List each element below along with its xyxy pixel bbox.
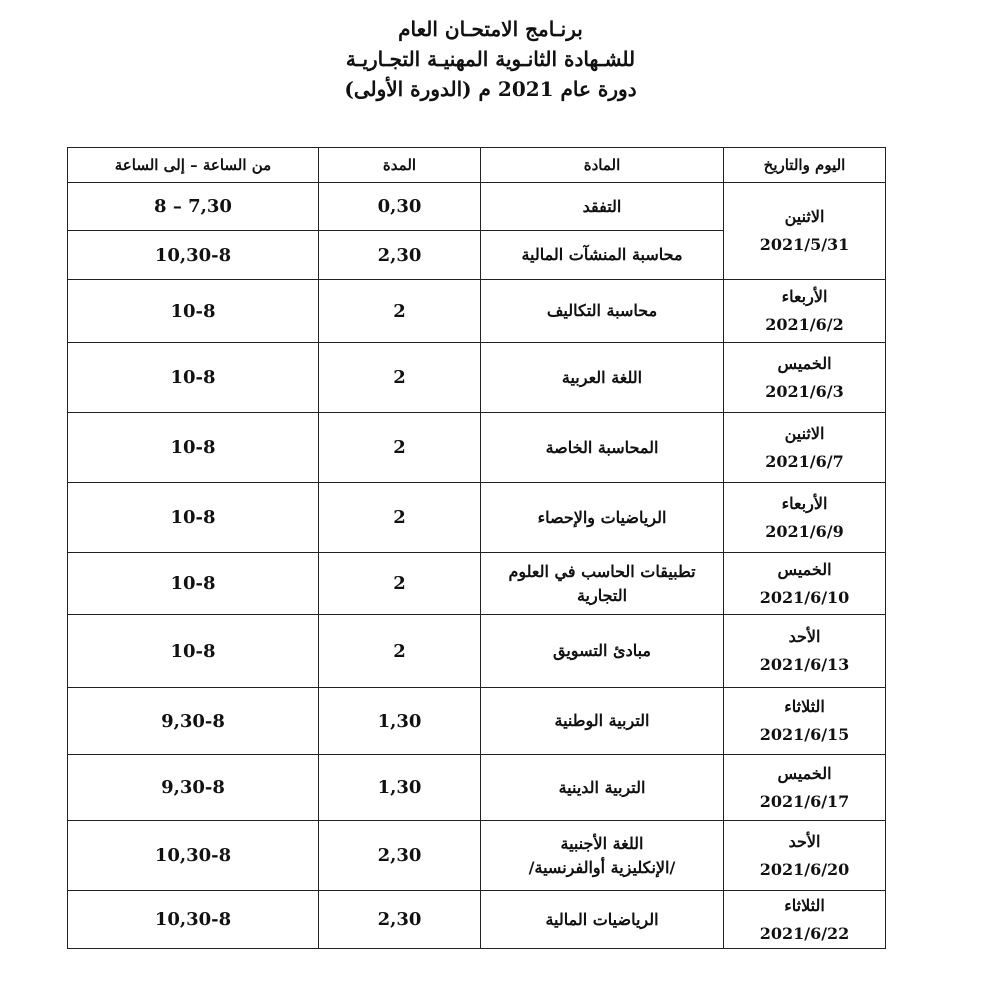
duration-cell: 2 — [319, 553, 481, 615]
day-cell — [724, 821, 886, 891]
exam-date: 2021/6/10 — [759, 587, 850, 607]
duration-cell: 2,30 — [319, 891, 481, 949]
day-name: الثلاثاء — [784, 697, 825, 716]
subtitle-line: للشـهادة الثانـوية المهنيـة التجـاريـة — [345, 47, 636, 71]
table-row — [68, 615, 886, 688]
duration-cell: 1,30 — [319, 755, 481, 821]
duration-cell: 2 — [319, 280, 481, 343]
subject-cell: التربية الوطنية — [481, 688, 724, 755]
duration-cell: 0,30 — [319, 183, 481, 231]
header-duration: المدة — [319, 148, 481, 183]
time-cell: 8 – 7,30 — [68, 183, 319, 231]
day-name: الاثنين — [784, 207, 825, 226]
day-name: الأحد — [788, 627, 821, 646]
exam-date: 2021/6/22 — [759, 923, 850, 943]
day-name: الأربعاء — [781, 287, 828, 306]
day-cell — [724, 183, 886, 280]
exam-date: 2021/6/15 — [759, 725, 850, 744]
duration-cell: 2 — [319, 343, 481, 413]
time-cell: 9,30-8 — [68, 755, 319, 821]
exam-schedule-table — [67, 147, 886, 949]
day-cell — [724, 413, 886, 483]
exam-date: 2021/6/3 — [765, 381, 844, 401]
document-title — [0, 14, 981, 104]
day-name: الاثنين — [784, 423, 825, 443]
exam-date: 2021/6/9 — [765, 521, 844, 541]
subject-cell: التربية الدينية — [481, 755, 724, 821]
day-cell — [724, 280, 886, 343]
day-name: الخميس — [777, 763, 832, 783]
day-name: الثلاثاء — [784, 895, 825, 915]
duration-cell: 2,30 — [319, 231, 481, 280]
day-cell — [724, 891, 886, 949]
header-subject: المادة — [481, 148, 724, 183]
table-row — [68, 553, 886, 615]
day-cell — [724, 688, 886, 755]
duration-cell: 2 — [319, 615, 481, 688]
exam-date: 2021/5/31 — [759, 235, 850, 254]
session-line: دورة عام 2021 م (الدورة الأولى) — [344, 77, 637, 101]
day-name: الخميس — [777, 353, 832, 373]
subject-cell: تطبيقات الحاسب في العلوم التجارية — [481, 553, 724, 615]
day-cell — [724, 343, 886, 413]
time-cell: 10-8 — [68, 413, 319, 483]
time-cell: 10-8 — [68, 280, 319, 343]
subject-name: اللغة الأجنبية — [560, 833, 644, 853]
day-cell — [724, 755, 886, 821]
time-cell: 10-8 — [68, 343, 319, 413]
day-name: الأحد — [788, 831, 821, 851]
exam-date: 2021/6/17 — [759, 791, 850, 811]
exam-date: 2021/6/20 — [759, 859, 850, 879]
table-row — [68, 343, 886, 413]
subject-cell: التفقد — [481, 183, 724, 231]
table-row — [68, 183, 886, 231]
duration-cell: 2 — [319, 483, 481, 553]
day-cell — [724, 483, 886, 553]
day-cell — [724, 615, 886, 688]
day-name: الأربعاء — [781, 493, 828, 513]
subject-cell: اللغة العربية — [481, 343, 724, 413]
subject-cell — [481, 821, 724, 891]
table-row — [68, 413, 886, 483]
time-cell: 10,30-8 — [68, 821, 319, 891]
duration-cell: 1,30 — [319, 688, 481, 755]
day-name: الخميس — [777, 559, 832, 579]
duration-cell: 2,30 — [319, 821, 481, 891]
subject-cell: مبادئ التسويق — [481, 615, 724, 688]
time-cell: 10,30-8 — [68, 231, 319, 280]
time-cell: 10-8 — [68, 483, 319, 553]
table-header-row — [68, 148, 886, 183]
title-line: برنـامج الامتحـان العام — [398, 17, 583, 41]
header-time: من الساعة – إلى الساعة — [68, 148, 319, 183]
time-cell: 9,30-8 — [68, 688, 319, 755]
subject-note: /الإنكليزية أوالفرنسية/ — [528, 857, 676, 877]
table-row — [68, 483, 886, 553]
exam-date: 2021/6/7 — [765, 451, 844, 471]
subject-cell: محاسبة المنشآت المالية — [481, 231, 724, 280]
time-cell: 10-8 — [68, 553, 319, 615]
exam-date: 2021/6/13 — [759, 655, 850, 674]
subject-cell: الرياضيات والإحصاء — [481, 483, 724, 553]
time-cell: 10,30-8 — [68, 891, 319, 949]
time-cell: 10-8 — [68, 615, 319, 688]
table-row — [68, 891, 886, 949]
subject-cell: المحاسبة الخاصة — [481, 413, 724, 483]
header-day: اليوم والتاريخ — [724, 148, 886, 183]
table-row — [68, 280, 886, 343]
subject-cell: محاسبة التكاليف — [481, 280, 724, 343]
duration-cell: 2 — [319, 413, 481, 483]
table-row — [68, 821, 886, 891]
subject-cell: الرياضيات المالية — [481, 891, 724, 949]
exam-date: 2021/6/2 — [765, 315, 844, 334]
day-cell — [724, 553, 886, 615]
table-row — [68, 688, 886, 755]
table-row — [68, 755, 886, 821]
